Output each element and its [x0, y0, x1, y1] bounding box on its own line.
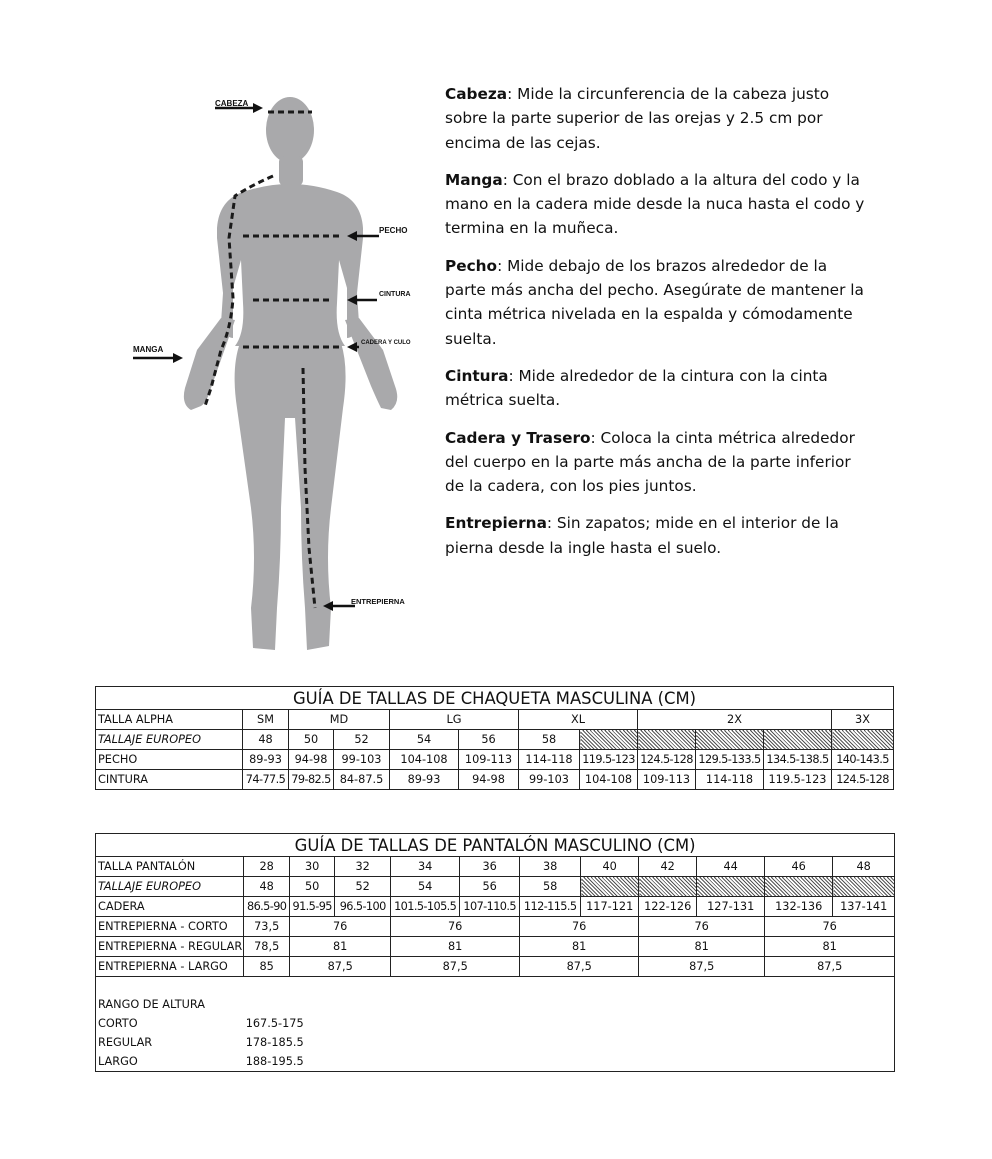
- table-cell: 76: [639, 917, 765, 937]
- table-cell: 104-108: [390, 750, 459, 770]
- table-cell: 94-98: [459, 770, 519, 790]
- row-label: TALLAJE EUROPEO: [96, 877, 244, 897]
- desc-cintura: [445, 364, 865, 413]
- table-row: [96, 917, 895, 937]
- desc-term: Cintura: [445, 366, 509, 385]
- table-row: [96, 730, 894, 750]
- hatched-cell: [697, 877, 765, 897]
- desc-text: : Mide alrededor de la cintura con la cinta métrica suelta.: [445, 366, 828, 410]
- table-row: [96, 857, 895, 877]
- hatched-cell: [580, 730, 638, 750]
- table-cell: 81: [520, 937, 639, 957]
- desc-term: Pecho: [445, 256, 498, 275]
- table-cell: 109-113: [638, 770, 696, 790]
- desc-cadera: [445, 426, 865, 499]
- table-row: [96, 897, 895, 917]
- hatched-cell: [639, 877, 697, 897]
- table-cell: 50: [289, 730, 334, 750]
- table-cell: 30: [290, 857, 335, 877]
- table-cell: 54: [390, 730, 459, 750]
- hatched-cell: [764, 730, 832, 750]
- row-label: TALLAJE EUROPEO: [96, 730, 243, 750]
- label-entrepierna: ENTREPIERNA: [351, 597, 405, 606]
- table-cell: 114-118: [519, 750, 580, 770]
- height-value: 178-185.5: [245, 1036, 304, 1049]
- table-cell: 124.5-128: [832, 770, 894, 790]
- table-cell: 38: [520, 857, 581, 877]
- table-cell: 56: [460, 877, 520, 897]
- desc-term: Entrepierna: [445, 514, 547, 533]
- desc-text: : Mide debajo de los brazos alrededor de la parte más ancha del pecho. Asegúrate de mantener la cinta métrica nivelada en la espalda y cómodamente suelta.: [445, 256, 864, 348]
- table-cell: 48: [244, 877, 290, 897]
- label-cintura: CINTURA: [379, 291, 411, 298]
- table-cell: 2X: [638, 710, 832, 730]
- pants-table-title: GUÍA DE TALLAS DE PANTALÓN MASCULINO (CM): [96, 834, 895, 857]
- label-pecho: PECHO: [379, 226, 408, 235]
- table-cell: 76: [520, 917, 639, 937]
- table-cell: 91.5-95: [290, 897, 335, 917]
- table-cell: 58: [519, 730, 580, 750]
- height-label: LARGO: [96, 1052, 244, 1072]
- table-cell: 28: [244, 857, 290, 877]
- row-label: CADERA: [96, 897, 244, 917]
- spacer-row: [96, 977, 895, 996]
- table-cell: 119.5-123: [580, 750, 638, 770]
- table-row: [96, 957, 895, 977]
- table-row: [96, 937, 895, 957]
- row-label: ENTREPIERNA - CORTO: [96, 917, 244, 937]
- table-cell: 50: [290, 877, 335, 897]
- empty-cell: [335, 1052, 895, 1072]
- spacer-cell: [96, 977, 895, 996]
- desc-text: : Con el brazo doblado a la altura del codo y la mano en la cadera mide desde la nuca hasta el codo y termina en la muñeca.: [445, 170, 865, 238]
- table-cell: 124.5-128: [638, 750, 696, 770]
- table-cell: 40: [581, 857, 639, 877]
- table-cell: 94-98: [289, 750, 334, 770]
- table-cell: 36: [460, 857, 520, 877]
- height-value: 167.5-175: [245, 1017, 304, 1030]
- table-cell: 127-131: [697, 897, 765, 917]
- table-cell: 129.5-133.5: [696, 750, 764, 770]
- desc-entrepierna: [445, 511, 865, 560]
- table-cell: 109-113: [459, 750, 519, 770]
- table-cell: 42: [639, 857, 697, 877]
- table-cell: 52: [334, 730, 390, 750]
- table-cell: 107-110.5: [460, 897, 520, 917]
- height-value: 188-195.5: [244, 1052, 335, 1072]
- table-cell: 137-141: [833, 897, 895, 917]
- height-row: [96, 1033, 895, 1052]
- table-cell: 99-103: [334, 750, 390, 770]
- row-label: CINTURA: [96, 770, 243, 790]
- height-label: REGULAR: [96, 1033, 244, 1052]
- table-cell: 81: [639, 937, 765, 957]
- body-measurement-figure: [125, 88, 425, 668]
- table-cell: 87,5: [290, 957, 391, 977]
- table-cell: 78,5: [244, 937, 290, 957]
- table-cell: 87,5: [639, 957, 765, 977]
- row-label: ENTREPIERNA - LARGO: [96, 957, 244, 977]
- table-row: [96, 710, 894, 730]
- height-range-title: RANGO DE ALTURA: [96, 995, 244, 1014]
- table-cell: 48: [243, 730, 289, 750]
- hatched-cell: [581, 877, 639, 897]
- table-cell: 112-115.5: [520, 897, 581, 917]
- table-cell: 99-103: [519, 770, 580, 790]
- table-cell: 87,5: [391, 957, 520, 977]
- table-cell: 34: [391, 857, 460, 877]
- table-cell: 73,5: [244, 917, 290, 937]
- table-cell: 101.5-105.5: [391, 897, 460, 917]
- table-cell: 44: [697, 857, 765, 877]
- desc-cabeza: [445, 82, 865, 155]
- table-cell: 84-87.5: [334, 770, 390, 790]
- table-cell: 134.5-138.5: [764, 750, 832, 770]
- hatched-cell: [696, 730, 764, 750]
- table-cell: 56: [459, 730, 519, 750]
- table-cell: XL: [519, 710, 638, 730]
- table-cell: LG: [390, 710, 519, 730]
- height-title-row: [96, 995, 895, 1014]
- table-cell: 3X: [832, 710, 894, 730]
- label-cabeza: CABEZA: [215, 99, 249, 108]
- table-cell: 81: [765, 937, 895, 957]
- table-cell: 87,5: [765, 957, 895, 977]
- label-manga: MANGA: [133, 345, 164, 354]
- table-cell: 79-82.5: [289, 770, 334, 790]
- table-cell: 87,5: [520, 957, 639, 977]
- table-row: [96, 877, 895, 897]
- row-label: PECHO: [96, 750, 243, 770]
- height-row: [96, 1052, 895, 1072]
- table-cell: 76: [290, 917, 391, 937]
- table-cell: MD: [289, 710, 390, 730]
- table-cell: 114-118: [696, 770, 764, 790]
- row-label: TALLA PANTALÓN: [96, 857, 244, 877]
- label-cadera: CADERA Y CULO: [361, 340, 411, 346]
- table-cell: 89-93: [390, 770, 459, 790]
- table-title-row: [96, 687, 894, 710]
- table-cell: 86.5-90: [244, 897, 290, 917]
- measurement-descriptions: [445, 82, 865, 573]
- table-title-row: [96, 834, 895, 857]
- table-cell: SM: [243, 710, 289, 730]
- table-cell: 140-143.5: [832, 750, 894, 770]
- table-cell: 76: [391, 917, 520, 937]
- table-cell: 119.5-123: [764, 770, 832, 790]
- hatched-cell: [765, 877, 833, 897]
- table-cell: 54: [391, 877, 460, 897]
- table-cell: 85: [244, 957, 290, 977]
- height-label: CORTO: [96, 1014, 244, 1033]
- hatched-cell: [638, 730, 696, 750]
- desc-term: Cabeza: [445, 85, 508, 103]
- desc-term: Cadera y Trasero: [445, 428, 591, 447]
- table-cell: 89-93: [243, 750, 289, 770]
- table-cell: 132-136: [765, 897, 833, 917]
- table-cell: 46: [765, 857, 833, 877]
- table-cell: 117-121: [581, 897, 639, 917]
- row-label: TALLA ALPHA: [96, 710, 243, 730]
- table-cell: 48: [833, 857, 895, 877]
- desc-pecho: [445, 254, 865, 351]
- pants-size-table: [95, 833, 895, 1072]
- table-cell: 122-126: [639, 897, 697, 917]
- desc-term: Manga: [445, 170, 503, 189]
- jacket-table-title: GUÍA DE TALLAS DE CHAQUETA MASCULINA (CM): [96, 687, 894, 710]
- table-cell: 58: [520, 877, 581, 897]
- table-row: [96, 750, 894, 770]
- table-cell: 32: [335, 857, 391, 877]
- table-cell: 96.5-100: [335, 897, 391, 917]
- empty-cell: [335, 1033, 895, 1052]
- empty-cell: [335, 1014, 895, 1033]
- table-cell: 74-77.5: [243, 770, 289, 790]
- desc-text: : Coloca la cinta métrica alrededor del cuerpo en la parte más ancha de la parte inferior de la cadera, con los pies juntos.: [445, 428, 855, 496]
- jacket-size-table: [95, 686, 894, 790]
- empty-cell: [244, 995, 895, 1014]
- table-cell: 81: [290, 937, 391, 957]
- hatched-cell: [833, 877, 895, 897]
- desc-manga: [445, 168, 865, 241]
- height-row: [96, 1014, 895, 1033]
- table-cell: 76: [765, 917, 895, 937]
- desc-text: : Mide la circunferencia de la cabeza justo sobre la parte superior de las orejas y 2.5 cm por encima de las cejas.: [445, 85, 830, 152]
- hatched-cell: [832, 730, 894, 750]
- table-cell: 81: [391, 937, 520, 957]
- desc-text: : Sin zapatos; mide en el interior de la pierna desde la ingle hasta el suelo.: [445, 514, 839, 557]
- table-cell: 52: [335, 877, 391, 897]
- table-row: [96, 770, 894, 790]
- row-label: ENTREPIERNA - REGULAR: [96, 937, 244, 957]
- table-cell: 104-108: [580, 770, 638, 790]
